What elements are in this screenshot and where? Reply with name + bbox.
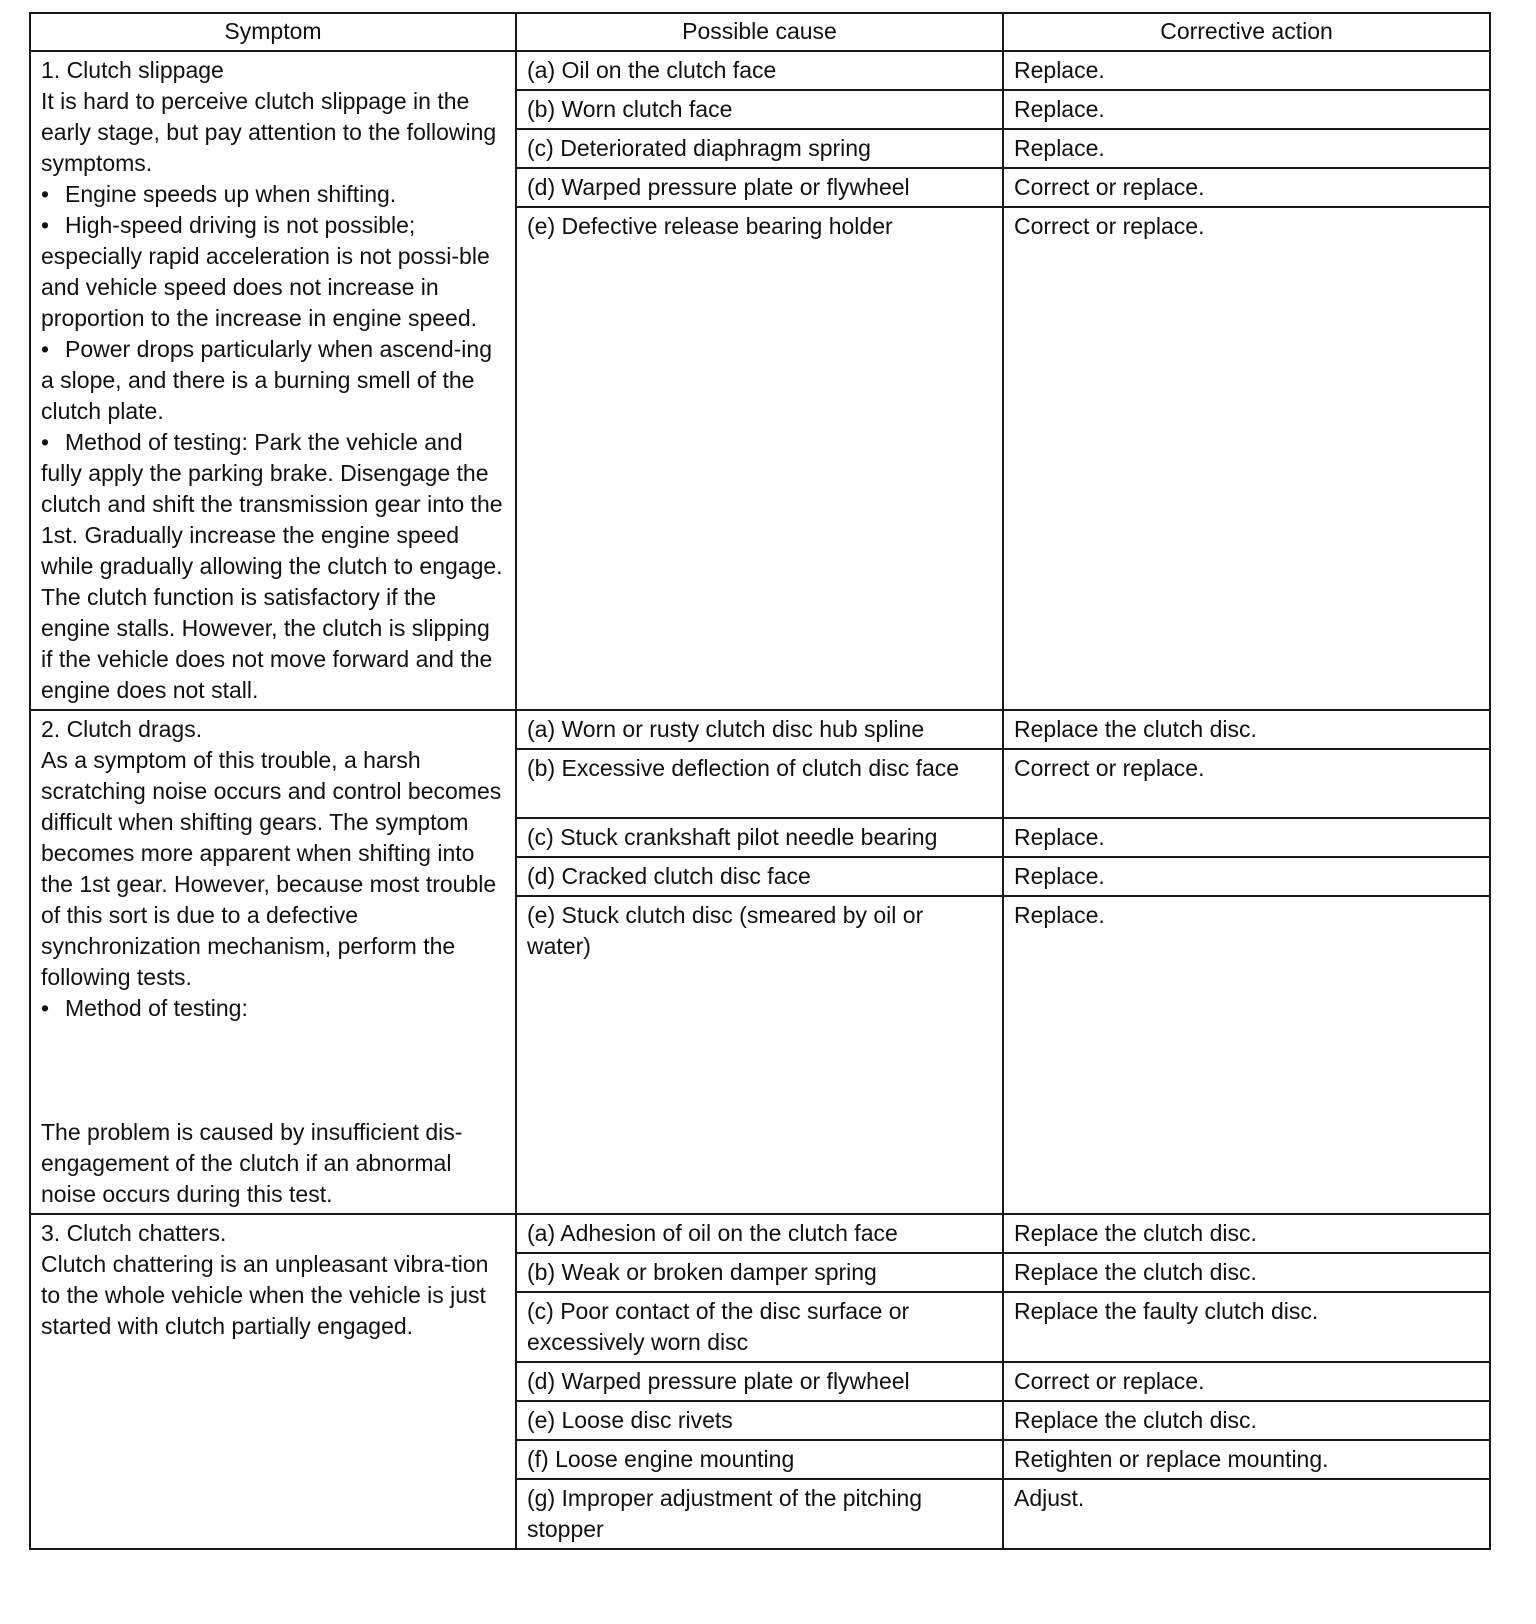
symptom-bullet: • Method of testing: Park the vehicle and fully apply the parking brake. Disengage the clutch and shift the transmission gear into the 1st. Gradually increase the engine speed while gradually allowing the clutch to engage. The clutch function is satisfactory if the engine stalls. However, the clutch is slipping if the vehicle does not move forward and the engine does not stall. bbox=[41, 427, 505, 706]
action-cell: Replace the clutch disc. bbox=[1003, 1253, 1490, 1292]
symptom-bullet: • Method of testing: bbox=[41, 993, 505, 1024]
cause-cell: (c) Stuck crankshaft pilot needle bearing bbox=[516, 818, 1003, 857]
action-cell: Replace. bbox=[1003, 129, 1490, 168]
symptom-title: 2. Clutch drags. bbox=[41, 716, 203, 742]
cause-cell: (e) Defective release bearing holder bbox=[516, 207, 1003, 710]
symptom-bullet: • Power drops particularly when ascend-ing a slope, and there is a burning smell of the clutch plate. bbox=[41, 334, 505, 427]
action-cell: Replace the faulty clutch disc. bbox=[1003, 1292, 1490, 1362]
header-symptom: Symptom bbox=[30, 13, 516, 51]
symptom-title: 1. Clutch slippage bbox=[41, 57, 224, 83]
action-cell: Retighten or replace mounting. bbox=[1003, 1440, 1490, 1479]
symptom-outro: The problem is caused by insufficient dis-engagement of the clutch if an abnormal noise occurs during this test. bbox=[41, 1119, 463, 1207]
symptom-title: 3. Clutch chatters. bbox=[41, 1220, 227, 1246]
action-cell: Replace the clutch disc. bbox=[1003, 1214, 1490, 1253]
action-cell: Replace. bbox=[1003, 857, 1490, 896]
blank-space bbox=[41, 1024, 505, 1117]
action-cell: Correct or replace. bbox=[1003, 207, 1490, 710]
cause-cell: (a) Oil on the clutch face bbox=[516, 51, 1003, 90]
cause-cell: (g) Improper adjustment of the pitching stopper bbox=[516, 1479, 1003, 1549]
action-cell: Replace. bbox=[1003, 90, 1490, 129]
cause-cell: (b) Excessive deflection of clutch disc face bbox=[516, 749, 1003, 818]
action-cell: Adjust. bbox=[1003, 1479, 1490, 1549]
action-cell: Replace. bbox=[1003, 818, 1490, 857]
header-action: Corrective action bbox=[1003, 13, 1490, 51]
symptom-bullet: • High-speed driving is not possible; especially rapid acceleration is not possi-ble and vehicle speed does not increase in proportion to the increase in engine speed. bbox=[41, 210, 505, 334]
troubleshooting-table bbox=[29, 12, 1491, 1550]
table-row bbox=[30, 51, 1490, 90]
symptom-intro: Clutch chattering is an unpleasant vibra-tion to the whole vehicle when the vehicle is just started with clutch partially engaged. bbox=[41, 1251, 489, 1339]
symptom-cell-clutch-drags bbox=[30, 710, 516, 1214]
cause-cell: (d) Warped pressure plate or flywheel bbox=[516, 1362, 1003, 1401]
header-cause: Possible cause bbox=[516, 13, 1003, 51]
cause-cell: (f) Loose engine mounting bbox=[516, 1440, 1003, 1479]
cause-cell: (c) Poor contact of the disc surface or excessively worn disc bbox=[516, 1292, 1003, 1362]
table-row bbox=[30, 710, 1490, 749]
cause-cell: (d) Warped pressure plate or flywheel bbox=[516, 168, 1003, 207]
cause-cell: (d) Cracked clutch disc face bbox=[516, 857, 1003, 896]
action-cell: Correct or replace. bbox=[1003, 168, 1490, 207]
action-cell: Replace the clutch disc. bbox=[1003, 1401, 1490, 1440]
cause-cell: (a) Worn or rusty clutch disc hub spline bbox=[516, 710, 1003, 749]
table-row bbox=[30, 1214, 1490, 1253]
cause-cell: (b) Worn clutch face bbox=[516, 90, 1003, 129]
action-cell: Replace. bbox=[1003, 896, 1490, 1214]
action-cell: Replace the clutch disc. bbox=[1003, 710, 1490, 749]
cause-cell: (e) Loose disc rivets bbox=[516, 1401, 1003, 1440]
action-cell: Correct or replace. bbox=[1003, 749, 1490, 818]
cause-cell: (b) Weak or broken damper spring bbox=[516, 1253, 1003, 1292]
header-row bbox=[30, 13, 1490, 51]
action-cell: Correct or replace. bbox=[1003, 1362, 1490, 1401]
symptom-intro: As a symptom of this trouble, a harsh scratching noise occurs and control becomes difficult when shifting gears. The symptom becomes more apparent when shifting into the 1st gear. However, because most trouble of this sort is due to a defective synchronization mechanism, perform the following tests. bbox=[41, 747, 502, 990]
symptom-bullet: • Engine speeds up when shifting. bbox=[41, 179, 505, 210]
symptom-cell-clutch-slippage bbox=[30, 51, 516, 710]
symptom-intro: It is hard to perceive clutch slippage in the early stage, but pay attention to the following symptoms. bbox=[41, 88, 497, 176]
cause-cell: (a) Adhesion of oil on the clutch face bbox=[516, 1214, 1003, 1253]
action-cell: Replace. bbox=[1003, 51, 1490, 90]
symptom-cell-clutch-chatters bbox=[30, 1214, 516, 1549]
cause-cell: (e) Stuck clutch disc (smeared by oil or water) bbox=[516, 896, 1003, 1214]
cause-cell: (c) Deteriorated diaphragm spring bbox=[516, 129, 1003, 168]
